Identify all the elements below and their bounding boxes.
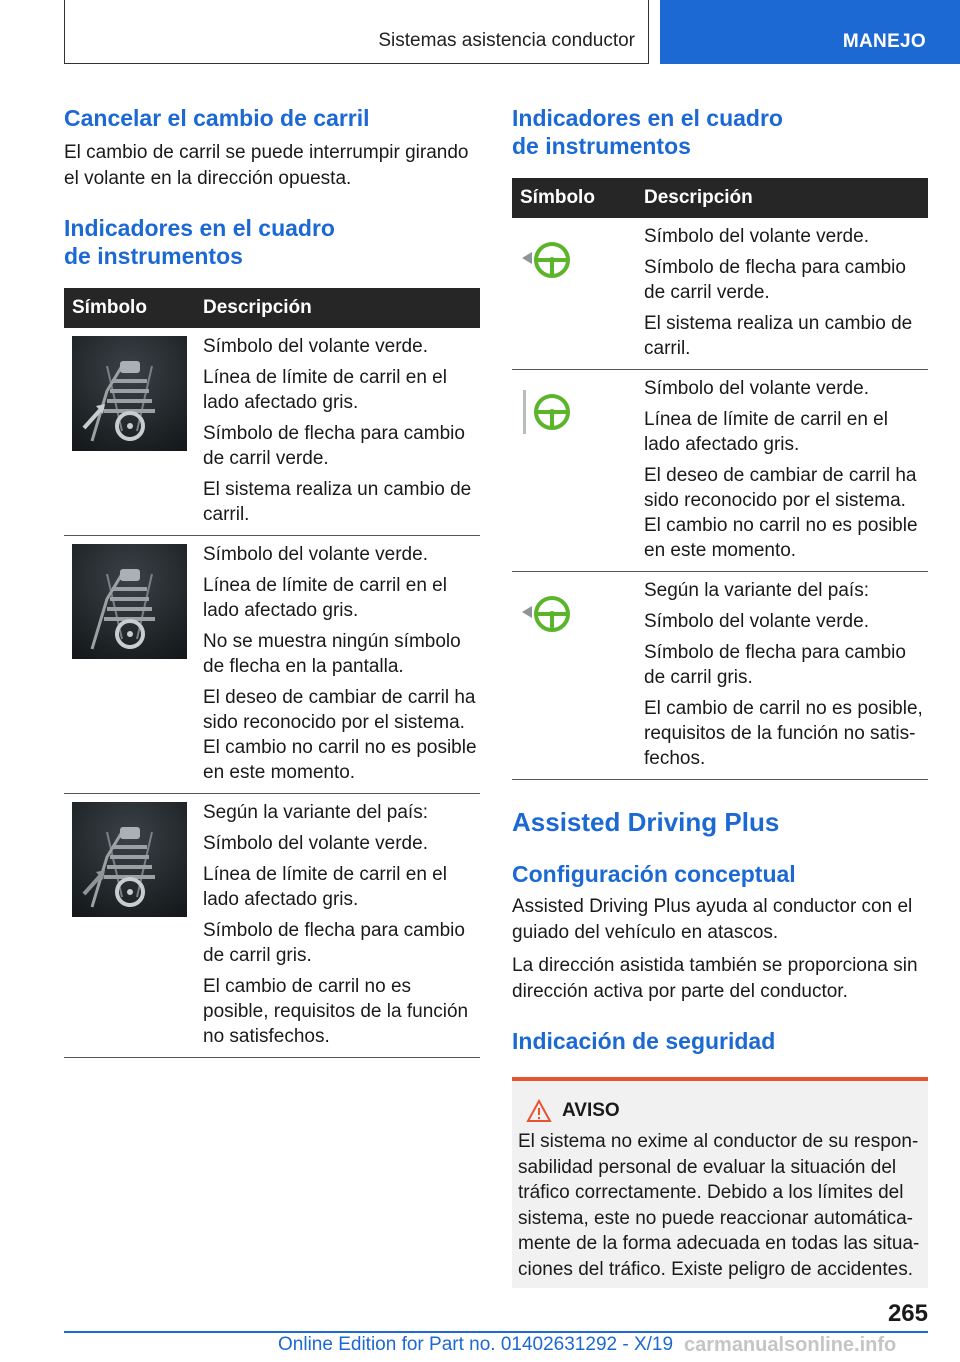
desc-line: Símbolo de flecha para cambio de carril verde.: [203, 423, 465, 469]
desc-line: Línea de límite de carril en el lado afectado gris.: [203, 575, 447, 621]
desc-line: Símbolo de flecha para cambio de carril verde.: [644, 257, 906, 303]
warning-label: AVISO: [562, 1100, 620, 1121]
desc-line: Línea de límite de carril en el lado afectado gris.: [644, 409, 888, 455]
lane-change-arrow-gray-icon: [72, 802, 187, 917]
desc-line: Símbolo del volante verde.: [203, 544, 428, 565]
lane-boundary-gray-icon: [72, 544, 187, 659]
concept-heading: Configuración conceptual: [512, 861, 796, 887]
right-column: [512, 100, 928, 1288]
lane-change-arrow-green-icon: [72, 336, 187, 451]
desc-line: Símbolo del volante verde.: [203, 833, 428, 854]
warning-text: El sistema no exime al conductor de su responsabilidad personal de evaluar la situación del tráfico correctamente. Debido a los límites del sistema, este no puede reaccionar automáticamente de la forma adecuada en todas las situaciones del tráfico. Existe peligro de accidentes.: [518, 1131, 920, 1280]
header-chapter-tab: [660, 0, 960, 64]
watermark: carmanualsonline.info: [684, 1334, 897, 1356]
col-desc: Descripción: [195, 288, 480, 328]
desc-line: El deseo de cambiar de carril ha sido reconocido por el sistema. El cambio no carril no es posible en este momento.: [203, 687, 477, 783]
concept-text-2: La dirección asistida también se proporciona sin dirección activa por parte del conductor.: [512, 955, 918, 1002]
desc-line: El cambio de carril no es posible, requisitos de la función no satisfechos.: [203, 976, 469, 1047]
steering-wheel-arrow-gray-icon: [520, 584, 580, 644]
desc-line: El sistema realiza un cambio de carril.: [644, 313, 913, 359]
chapter-title: MANEJO: [842, 31, 926, 52]
concept-text-1: Assisted Driving Plus ayuda al conductor con el guiado del vehículo en atascos.: [512, 896, 913, 943]
heading-line-1: Indicadores en el cuadro: [64, 215, 335, 241]
table-row: [512, 572, 928, 780]
heading-line-1: Indicadores en el cuadro: [512, 105, 783, 131]
page-number: 265: [887, 1300, 928, 1327]
desc-line: El sistema realiza un cambio de carril.: [203, 479, 472, 525]
warning-box: [512, 1077, 928, 1288]
warning-triangle-icon: [526, 1099, 552, 1123]
table-row: [64, 328, 480, 536]
col-symbol: Símbolo: [64, 288, 195, 328]
desc-line: Según la variante del país:: [644, 580, 869, 601]
desc-line: Línea de límite de carril en el lado afectado gris.: [203, 864, 447, 910]
adp-heading: Assisted Driving Plus: [512, 807, 780, 837]
left-column: [64, 100, 480, 1058]
safety-heading: Indicación de seguridad: [512, 1028, 776, 1054]
steering-wheel-lane-line-icon: [520, 382, 580, 442]
table-header-row: [64, 288, 480, 328]
desc-line: Símbolo del volante verde.: [644, 226, 869, 247]
desc-line: Símbolo del volante verde.: [644, 611, 869, 632]
table-row: [512, 218, 928, 370]
right-symbol-table: [512, 178, 928, 780]
cancel-heading: Cancelar el cambio de carril: [64, 105, 370, 131]
header-section: [64, 0, 649, 64]
heading-line-2: de instrumentos: [512, 133, 691, 159]
desc-line: Símbolo del volante verde.: [644, 378, 869, 399]
indicators-heading-right: [512, 104, 928, 160]
desc-line: El cambio de carril no es posible, requisitos de la función no satisfechos.: [644, 698, 923, 769]
desc-line: Símbolo del volante verde.: [203, 336, 428, 357]
desc-line: No se muestra ningún símbolo de flecha en la pantalla.: [203, 631, 461, 677]
desc-line: Línea de límite de carril en el lado afectado gris.: [203, 367, 447, 413]
cancel-text: El cambio de carril se puede interrumpir girando el volante en la dirección opuesta.: [64, 142, 469, 189]
footer-edition: Online Edition for Part no. 01402631292 - X/19: [278, 1334, 674, 1355]
left-symbol-table: [64, 288, 480, 1058]
desc-line: Según la variante del país:: [203, 802, 428, 823]
desc-line: Símbolo de flecha para cambio de carril gris.: [644, 642, 906, 688]
col-desc: Descripción: [636, 178, 928, 218]
indicators-heading-left: [64, 214, 480, 270]
table-row: [64, 794, 480, 1058]
col-symbol: Símbolo: [512, 178, 636, 218]
table-header-row: [512, 178, 928, 218]
table-row: [512, 370, 928, 572]
desc-line: Símbolo de flecha para cambio de carril gris.: [203, 920, 465, 966]
footer-divider: [64, 1331, 928, 1333]
desc-line: El deseo de cambiar de carril ha sido reconocido por el sistema. El cambio no carril no es posible en este momento.: [644, 465, 918, 561]
steering-wheel-arrow-green-icon: [520, 230, 580, 290]
warning-title: [526, 1099, 922, 1123]
section-title: Sistemas asistencia conductor: [378, 30, 635, 51]
heading-line-2: de instrumentos: [64, 243, 243, 269]
table-row: [64, 536, 480, 794]
